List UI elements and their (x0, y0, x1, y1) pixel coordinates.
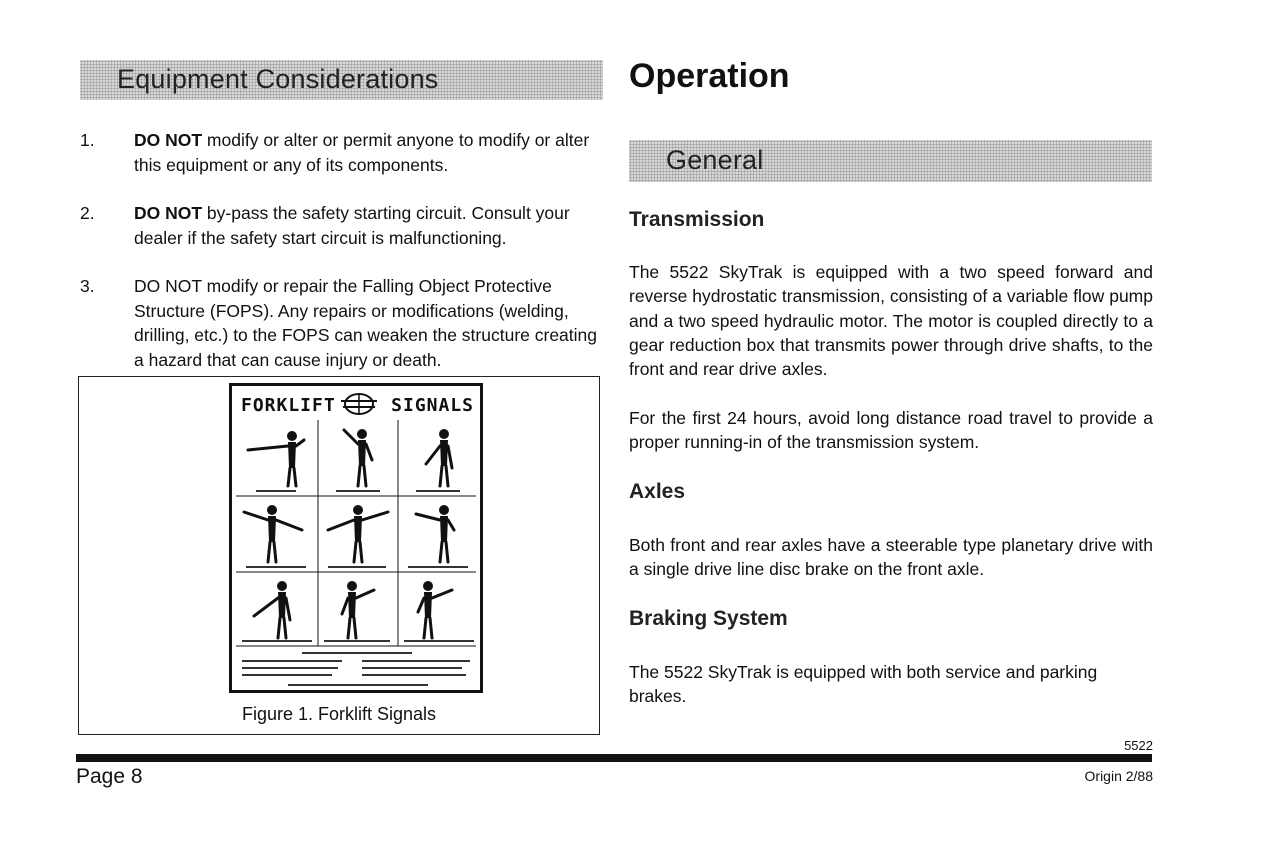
forklift-signals-poster (229, 383, 483, 693)
item-text: by-pass the safety starting circuit. Consult your dealer if the safety start circuit is malfunctioning. (134, 203, 570, 248)
page-title-operation: Operation (629, 57, 790, 95)
item-number: 1. (80, 130, 95, 150)
item-number: 2. (80, 203, 95, 223)
poster-title-right: SIGNALS (391, 395, 474, 416)
paragraph-braking: The 5522 SkyTrak is equipped with both service and parking brakes. (629, 662, 1098, 707)
heading-axles: Axles (629, 480, 686, 503)
footer-origin: Origin 2/88 (1084, 768, 1153, 784)
figure-caption: Figure 1. Forklift Signals (241, 704, 437, 724)
section-title-general: General (666, 145, 764, 175)
heading-braking-system: Braking System (629, 607, 788, 630)
paragraph-transmission-1: The 5522 SkyTrak is equipped with a two speed forward and reverse hydrostatic transmission, consisting of a variable flow pump and a two speed hydraulic motor. The motor is coupled directly to a gear reduction box that transmits power through drive shafts, to the front and rear drive axles. (629, 262, 1153, 380)
heading-transmission: Transmission (629, 208, 765, 231)
paragraph-transmission-2: For the first 24 hours, avoid long distance road travel to provide a proper running-in of the transmission system. (629, 408, 1153, 453)
item-lead: DO NOT (134, 130, 203, 150)
signal-figures-grid (232, 420, 480, 690)
poster-logo-icon (339, 389, 379, 419)
item-lead: DO NOT (134, 203, 203, 223)
item-number: 3. (80, 276, 95, 296)
paragraph-axles: Both front and rear axles have a steerable type planetary drive with a single drive line disc brake on the front axle. (629, 535, 1153, 580)
item-text: modify or alter or permit anyone to modify or alter this equipment or any of its components. (134, 130, 590, 175)
list-item (80, 128, 605, 177)
footer-rule (76, 754, 1152, 762)
poster-title-left: FORKLIFT (241, 395, 336, 416)
list-item (80, 201, 605, 250)
item-text: DO NOT modify or repair the Falling Object Protective Structure (FOPS). Any repairs or modifications (welding, drilling, etc.) to the FOPS can weaken the structure creating a hazard that can cause injury or death. (134, 276, 597, 370)
footer-page-number: Page 8 (76, 765, 143, 788)
list-item (80, 274, 605, 372)
considerations-list (80, 128, 605, 396)
section-title-equipment: Equipment Considerations (117, 64, 439, 94)
figure-forklift-signals (78, 376, 600, 735)
footer-model-number: 5522 (1124, 738, 1153, 753)
